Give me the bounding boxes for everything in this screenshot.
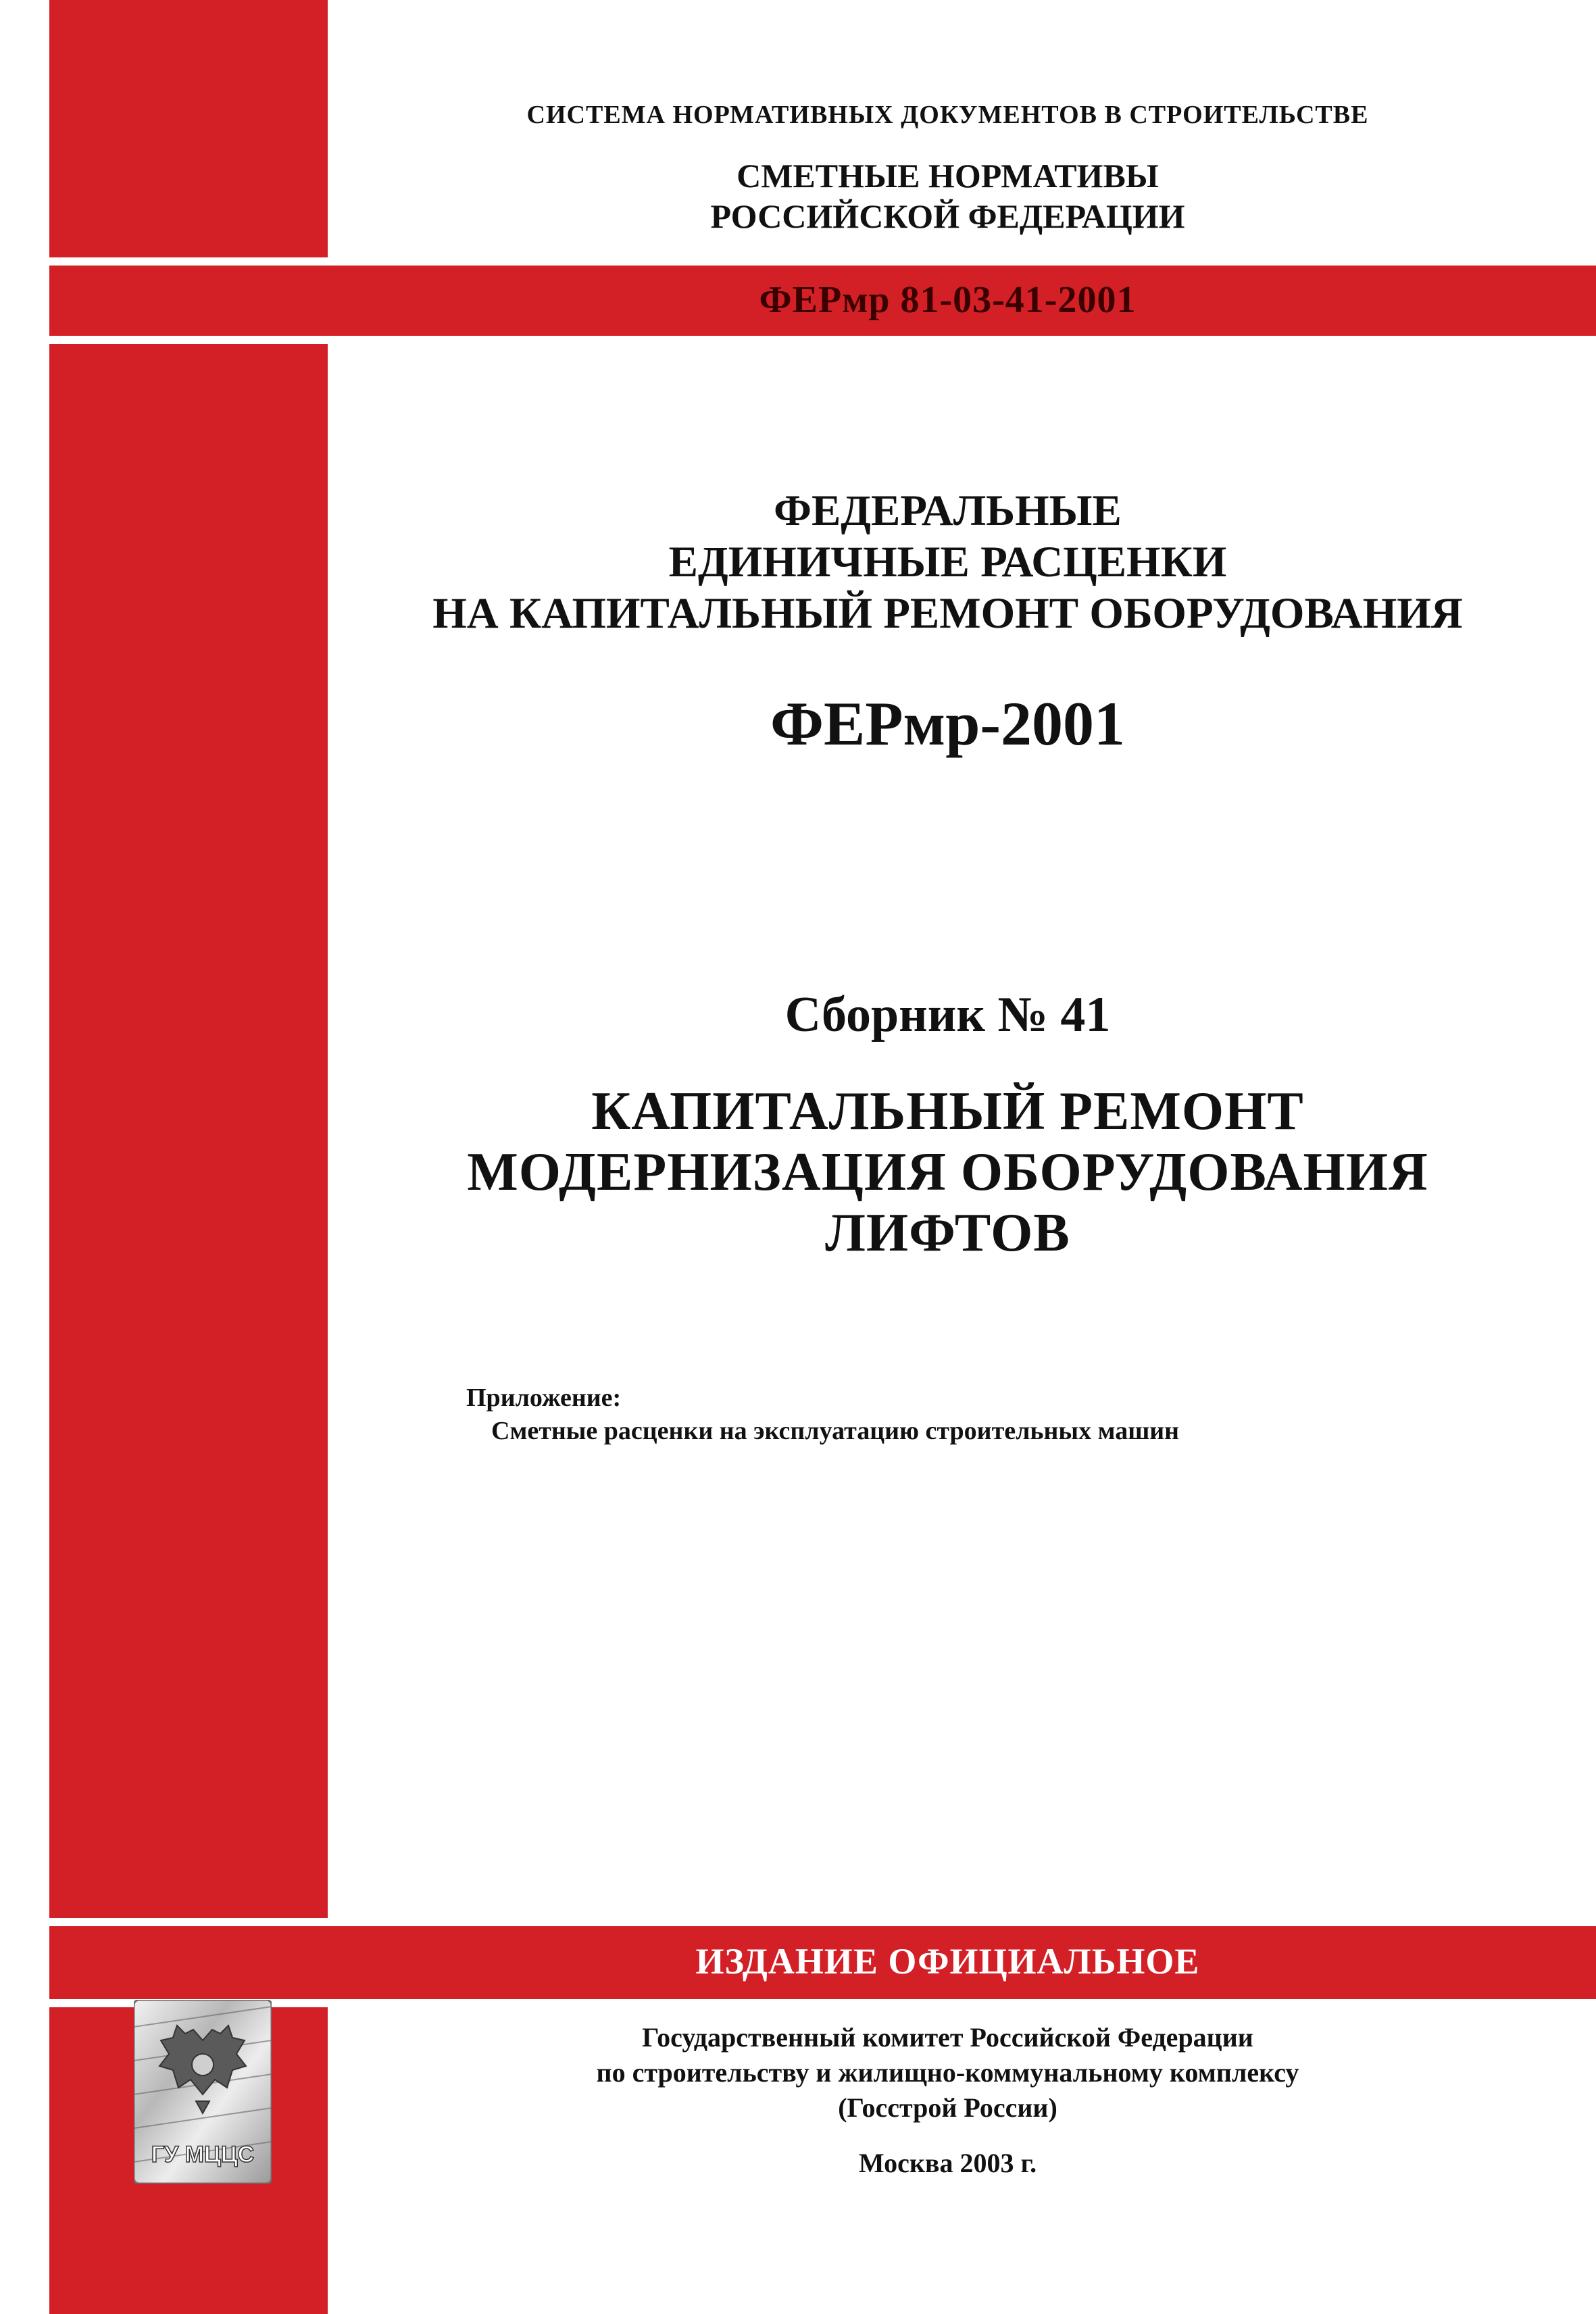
city-year: Москва 2003 г. <box>858 2148 1037 2178</box>
hologram-sticker <box>134 2000 272 2184</box>
appendix-text: Сметные расценки на эксплуатацию строительных машин <box>491 1417 1180 1445</box>
collection-title-line3: ЛИФТОВ <box>825 1203 1070 1263</box>
band-gap-top-upper <box>49 257 328 266</box>
collection-number: Сборник № 41 <box>784 987 1111 1042</box>
publisher-line2: по строительству и жилищно-коммунальному комплексу <box>596 2057 1299 2088</box>
main-title <box>328 485 1568 639</box>
norms-title-line1: СМЕТНЫЕ НОРМАТИВЫ <box>737 157 1159 195</box>
norms-title-line2: РОССИЙСКОЙ ФЕДЕРАЦИИ <box>710 197 1185 235</box>
publisher-line1: Государственный комитет Российской Федерации <box>642 2022 1253 2053</box>
publisher <box>328 2020 1568 2126</box>
document-code: ФЕРмр 81-03-41-2001 <box>759 279 1137 321</box>
band-gap-top-lower <box>49 336 328 344</box>
band-gap-bottom-upper <box>49 1918 328 1926</box>
collection-title-line2: МОДЕРНИЗАЦИЯ ОБОРУДОВАНИЯ <box>467 1142 1428 1202</box>
collection-title-line1: КАПИТАЛЬНЫЙ РЕМОНТ <box>591 1082 1304 1141</box>
series-title: СИСТЕМА НОРМАТИВНЫХ ДОКУМЕНТОВ В СТРОИТЕЛЬСТВЕ <box>526 101 1369 129</box>
main-title-line2: ЕДИНИЧНЫЕ РАСЦЕНКИ <box>668 538 1227 586</box>
short-title: ФЕРмр-2001 <box>770 689 1126 758</box>
norms-title <box>328 155 1568 236</box>
official-edition-label: ИЗДАНИЕ ОФИЦИАЛЬНОЕ <box>695 1941 1200 1982</box>
collection-title <box>328 1081 1568 1263</box>
main-title-line3: НА КАПИТАЛЬНЫЙ РЕМОНТ ОБОРУДОВАНИЯ <box>432 589 1463 638</box>
hologram-text: ГУ МЦЦС <box>151 2142 255 2167</box>
publisher-line3: (Госстрой России) <box>838 2092 1057 2123</box>
appendix-label: Приложение: <box>466 1384 622 1412</box>
main-title-line1: ФЕДЕРАЛЬНЫЕ <box>774 486 1122 535</box>
